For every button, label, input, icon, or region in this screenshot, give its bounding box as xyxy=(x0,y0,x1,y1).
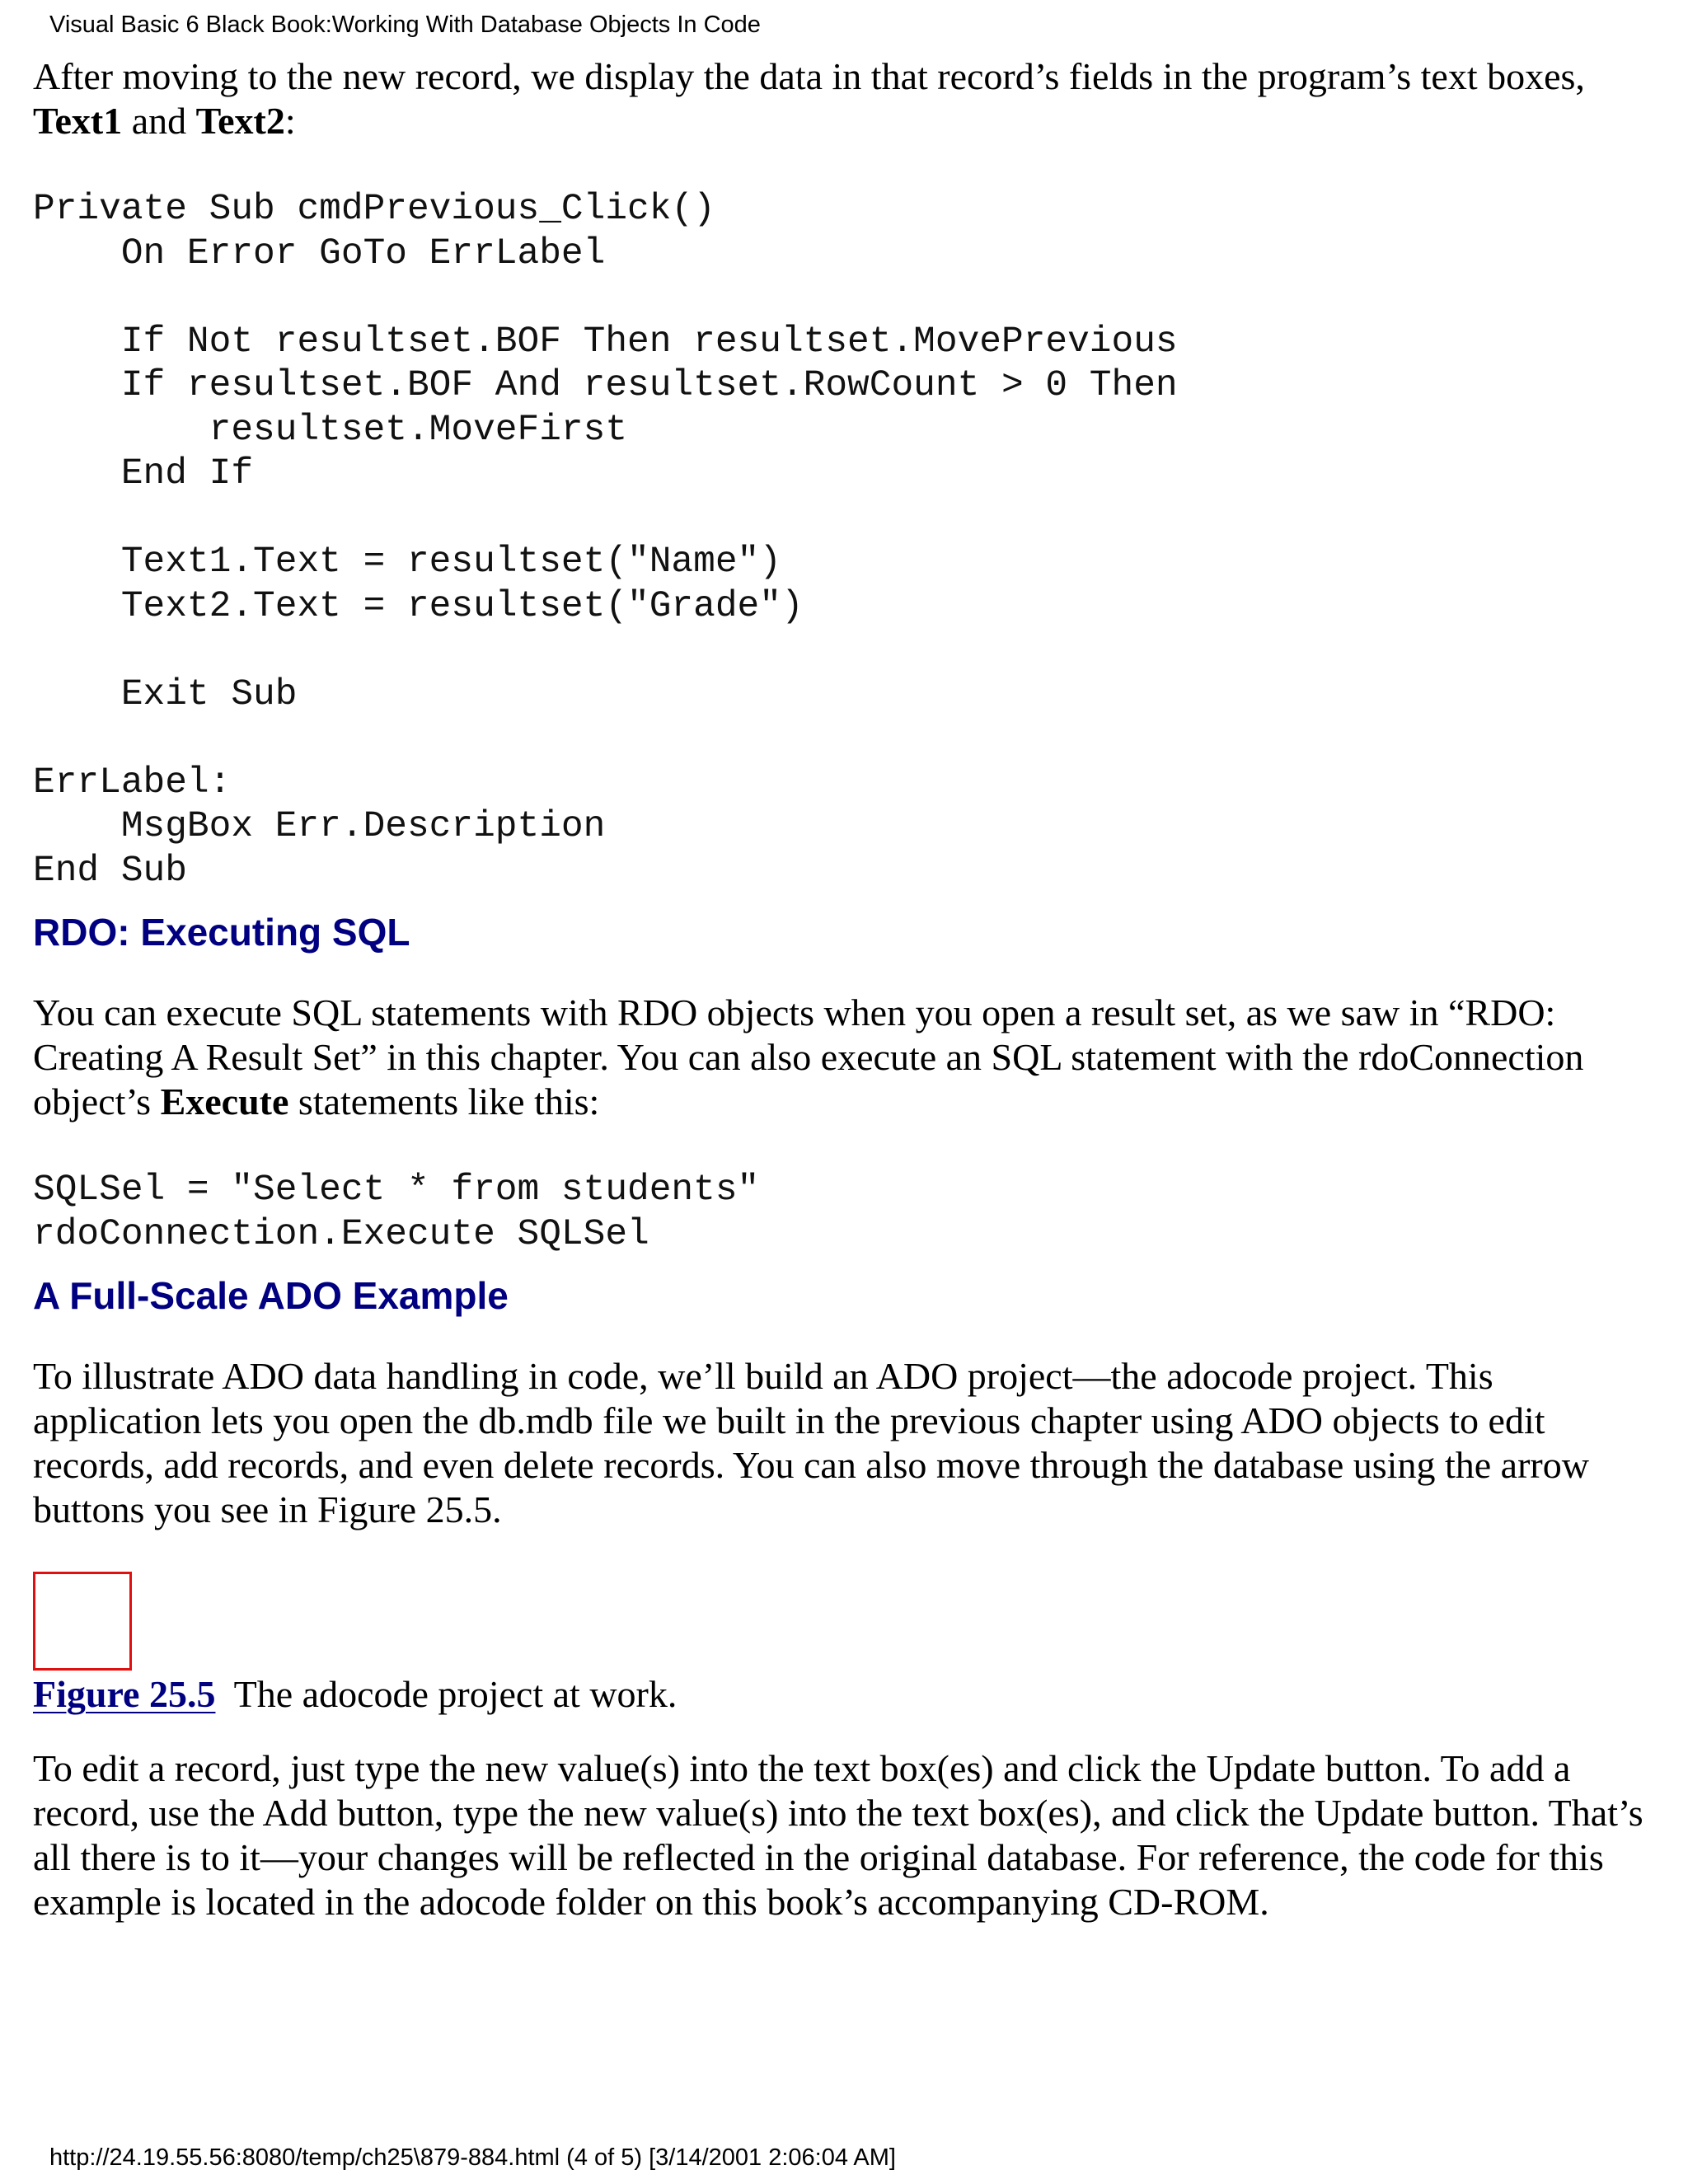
figure-image-placeholder xyxy=(33,1572,132,1671)
rdo-bold-execute: Execute xyxy=(160,1080,289,1122)
ado-paragraph: To illustrate ADO data handling in code, we’ll build an ADO project—the adocode project. This application lets you open the db.mdb file we built in the previous chapter using ADO objects to edit records, add records, and even delete records. You can also move through the database using the arrow buttons you see in Figure 25.5. xyxy=(33,1355,1589,1530)
figure-link[interactable]: Figure 25.5 xyxy=(33,1673,216,1715)
code-line: If Not resultset.BOF Then resultset.MovePrevious xyxy=(33,321,1178,363)
code-line: End If xyxy=(33,453,254,494)
document-content xyxy=(33,54,1655,1924)
intro-text-before: After moving to the new record, we display the data in that record’s fields in the program’s text boxes, xyxy=(33,55,1585,97)
rdo-text-after: statements like this: xyxy=(288,1080,600,1122)
code-line: SQLSel = "Select * from students" xyxy=(33,1169,760,1211)
intro-text-mid: and xyxy=(122,100,196,142)
page-header: Visual Basic 6 Black Book:Working With Database Objects In Code xyxy=(49,12,761,38)
figure-caption xyxy=(33,1672,1655,1717)
section-heading-full-scale-ado: A Full-Scale ADO Example xyxy=(33,1274,509,1317)
code-line: Private Sub cmdPrevious_Click() xyxy=(33,189,715,230)
code-line: Text2.Text = resultset("Grade") xyxy=(33,585,804,627)
section-heading-rdo-executing-sql: RDO: Executing SQL xyxy=(33,911,410,954)
figure-caption-text: The adocode project at work. xyxy=(233,1673,678,1715)
code-line: rdoConnection.Execute SQLSel xyxy=(33,1213,649,1255)
intro-bold-text2: Text2 xyxy=(195,100,285,142)
code-line: ErrLabel: xyxy=(33,762,232,804)
code-line: Exit Sub xyxy=(33,673,298,715)
intro-text-after: : xyxy=(284,100,296,142)
rdo-text-before: You can execute SQL statements with RDO objects when you open a result set, as we saw in “RDO: Creating A Result Set” in this chapter. You can also execute an SQL statement with the rdoConnection object’s xyxy=(33,991,1584,1122)
page-footer-url: http://24.19.55.56:8080/temp/ch25\879-884.html (4 of 5) [3/14/2001 2:06:04 AM] xyxy=(49,2144,896,2171)
code-line: MsgBox Err.Description xyxy=(33,806,606,847)
code-line: Text1.Text = resultset("Name") xyxy=(33,541,781,583)
code-line: On Error GoTo ErrLabel xyxy=(33,232,606,274)
code-line: If resultset.BOF And resultset.RowCount > 0 Then xyxy=(33,365,1178,406)
code-block-sqlsel xyxy=(33,1169,1655,1257)
code-line: End Sub xyxy=(33,850,187,892)
intro-paragraph xyxy=(33,54,1655,143)
closing-paragraph: To edit a record, just type the new value(s) into the text box(es) and click the Update button. To add a record, use the Add button, type the new value(s) into the text box(es), and click the Update button. That’s all there is to it—your changes will be reflected in the original database. For reference, the code for this example is located in the adocode folder on this book’s accompanying CD-ROM. xyxy=(33,1747,1643,1923)
intro-bold-text1: Text1 xyxy=(33,100,123,142)
code-block-cmdprevious xyxy=(33,188,1655,893)
rdo-paragraph xyxy=(33,991,1655,1124)
code-line: resultset.MoveFirst xyxy=(33,409,628,451)
